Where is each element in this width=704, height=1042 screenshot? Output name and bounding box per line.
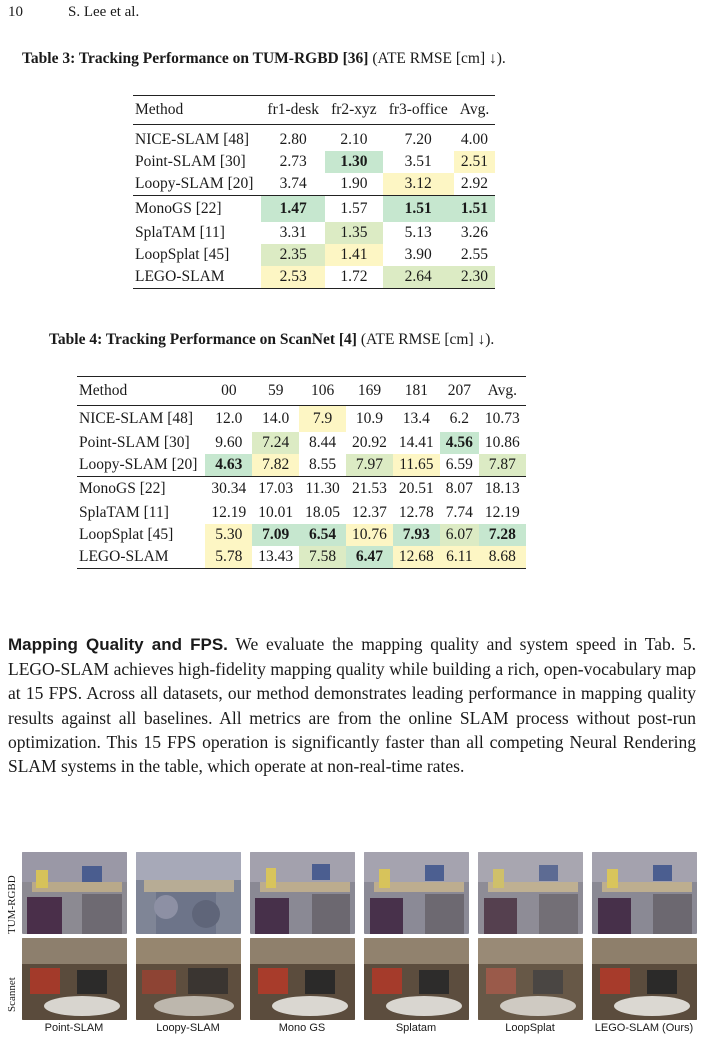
col-header: fr3-office — [388, 101, 448, 118]
value-cell: 7.74 — [445, 504, 473, 521]
table-row — [77, 406, 526, 432]
value-cell-third: 6.11 — [440, 546, 479, 569]
table3-caption — [22, 50, 506, 68]
paragraph-body: We evaluate the mapping quality and system speed in Tab. 5. LEGO-SLAM achieves high-fidelity mapping quality while building a rich, open-vocabulary map at 15 FPS. Across all datasets, our method demonstrates leading performance in mapping quality results against all baselines. All metrics are from the online SLAM process without post-run optimization. This 15 FPS operation is significantly faster than all competing Neural Rendering SLAM systems in the table, which operate at non-real-time rates. — [8, 634, 697, 777]
method-cell: Loopy-SLAM [20] — [79, 455, 198, 473]
qualitative-figure — [0, 850, 704, 1040]
table3 — [133, 95, 495, 289]
value-cell-third: 7.9 — [299, 406, 346, 432]
col-header: Avg. — [487, 382, 518, 399]
value-cell: 3.74 — [279, 175, 307, 192]
render-thumbnail — [136, 938, 241, 1020]
value-cell: 30.34 — [211, 480, 247, 498]
value-cell-third: 1.41 — [325, 244, 383, 266]
value-cell-second: 7.58 — [299, 546, 346, 569]
value-cell-third: 7.82 — [252, 454, 299, 477]
value-cell: 3.90 — [404, 245, 432, 263]
value-cell: 2.55 — [460, 245, 489, 263]
table3-caption-title: Table 3: Tracking Performance on TUM-RGBD [36] — [22, 50, 369, 67]
value-cell-best: 1.51 — [454, 196, 495, 222]
method-cell: LEGO-SLAM — [79, 548, 169, 565]
value-cell: 14.0 — [262, 409, 290, 427]
col-header: fr2-xyz — [331, 101, 377, 118]
value-cell: 6.59 — [445, 455, 473, 473]
col-header: fr1-desk — [267, 101, 320, 118]
value-cell-third: 5.78 — [205, 546, 252, 569]
value-cell: 12.19 — [211, 504, 247, 521]
col-header: Method — [135, 101, 184, 118]
table-row — [77, 476, 526, 502]
table-row — [133, 244, 495, 266]
col-header: 207 — [447, 382, 471, 399]
value-cell-second: 1.35 — [325, 222, 383, 244]
row-label-tum: TUM-RGBD — [6, 875, 18, 934]
table-row — [133, 266, 495, 289]
render-thumbnail — [592, 852, 697, 934]
method-cell: SplaTAM [11] — [79, 504, 169, 521]
value-cell: 20.51 — [398, 480, 434, 498]
value-cell-best: 4.56 — [440, 432, 479, 454]
col-header: Avg. — [459, 101, 490, 118]
value-cell: 10.86 — [484, 433, 520, 451]
column-label: Loopy-SLAM — [156, 1022, 220, 1034]
method-cell: MonoGS [22] — [135, 199, 222, 217]
col-header: 106 — [310, 382, 335, 399]
page-number: 10 — [8, 4, 23, 20]
render-thumbnail — [364, 938, 469, 1020]
value-cell-best: 7.09 — [252, 524, 299, 546]
value-cell-third: 2.53 — [261, 266, 325, 289]
value-cell-third: 5.30 — [205, 524, 252, 546]
value-cell: 10.73 — [484, 409, 520, 427]
value-cell-second: 2.35 — [261, 244, 325, 266]
value-cell: 3.31 — [279, 223, 307, 241]
value-cell: 8.55 — [309, 455, 337, 473]
value-cell-third: 12.68 — [393, 546, 440, 569]
value-cell: 10.9 — [355, 409, 384, 427]
method-cell: MonoGS [22] — [79, 480, 166, 498]
method-cell: Loopy-SLAM [20] — [135, 175, 254, 192]
value-cell: 20.92 — [352, 433, 387, 451]
value-cell-third: 10.76 — [346, 524, 393, 546]
table-row — [77, 454, 526, 477]
table-row — [133, 222, 495, 244]
value-cell: 2.92 — [460, 175, 489, 192]
value-cell: 8.44 — [309, 433, 337, 451]
value-cell: 12.37 — [352, 504, 387, 521]
table3-caption-metric: (ATE RMSE [cm] ↓). — [368, 50, 506, 67]
paragraph-heading: Mapping Quality and FPS. — [8, 635, 228, 654]
table-row — [77, 546, 526, 569]
value-cell: 2.73 — [279, 153, 307, 170]
value-cell-third: 2.51 — [454, 151, 495, 173]
table4-caption-metric: (ATE RMSE [cm] ↓). — [356, 331, 495, 348]
render-thumbnail — [136, 852, 241, 934]
col-header: 181 — [404, 382, 428, 399]
value-cell: 12.78 — [398, 504, 434, 521]
value-cell: 1.90 — [340, 175, 368, 192]
value-cell-third: 11.65 — [393, 454, 440, 477]
render-thumbnail — [592, 938, 697, 1020]
method-cell: SplaTAM [11] — [135, 223, 225, 241]
method-cell: LoopSplat [45] — [135, 245, 230, 263]
render-thumbnail — [478, 852, 583, 934]
table-row — [133, 125, 495, 152]
col-header: 169 — [357, 382, 382, 399]
value-cell: 10.01 — [258, 504, 294, 521]
table-row — [133, 151, 495, 173]
column-label: Splatam — [395, 1022, 437, 1034]
value-cell: 3.51 — [404, 153, 432, 170]
table-row — [133, 196, 495, 222]
table-row — [133, 173, 495, 196]
value-cell-best: 1.30 — [325, 151, 383, 173]
value-cell-third: 3.12 — [383, 173, 454, 196]
table-row — [77, 432, 526, 454]
column-label: LoopSplat — [505, 1022, 555, 1034]
value-cell-third: 8.68 — [479, 546, 526, 569]
value-cell-second: 2.64 — [383, 266, 454, 289]
row-label-scannet: Scannet — [6, 977, 18, 1012]
value-cell: 14.41 — [398, 433, 434, 451]
table4-caption — [49, 331, 494, 349]
value-cell: 17.03 — [258, 480, 294, 498]
value-cell-second: 7.97 — [346, 454, 393, 477]
value-cell-second: 7.24 — [252, 432, 299, 454]
col-header: 59 — [267, 382, 284, 399]
value-cell: 21.53 — [352, 480, 387, 498]
value-cell: 11.30 — [305, 480, 340, 498]
running-authors: S. Lee et al. — [68, 4, 140, 20]
render-thumbnail — [250, 938, 355, 1020]
value-cell: 7.20 — [404, 131, 432, 148]
page-header — [8, 4, 139, 21]
value-cell-best: 6.54 — [299, 524, 346, 546]
value-cell-best: 7.93 — [393, 524, 440, 546]
value-cell: 12.0 — [215, 409, 243, 427]
value-cell: 1.57 — [340, 199, 368, 217]
value-cell: 9.60 — [215, 433, 243, 451]
column-label: LEGO-SLAM (Ours) — [594, 1022, 694, 1034]
col-header: 00 — [221, 382, 237, 399]
value-cell-best: 7.28 — [479, 524, 526, 546]
value-cell: 13.4 — [402, 409, 430, 427]
table-row — [77, 502, 526, 524]
value-cell: 2.80 — [279, 131, 307, 148]
value-cell: 18.05 — [305, 504, 341, 521]
col-header: Method — [79, 382, 128, 399]
method-cell: NICE-SLAM [48] — [79, 409, 194, 427]
value-cell-best: 1.47 — [261, 196, 325, 222]
table4 — [77, 376, 526, 569]
table-header-row — [77, 377, 526, 406]
table-row — [77, 524, 526, 546]
value-cell: 6.2 — [449, 409, 470, 427]
column-label: Point-SLAM — [44, 1022, 104, 1034]
render-thumbnail — [478, 938, 583, 1020]
method-cell: LoopSplat [45] — [79, 526, 174, 543]
value-cell-best: 4.63 — [205, 454, 252, 477]
method-cell: Point-SLAM [30] — [79, 433, 190, 451]
value-cell: 18.13 — [484, 480, 520, 498]
table-header-row — [133, 96, 495, 125]
mapping-quality-paragraph — [8, 632, 696, 778]
value-cell: 3.26 — [460, 223, 489, 241]
value-cell: 1.72 — [340, 267, 368, 285]
value-cell-second: 2.30 — [454, 266, 495, 289]
value-cell: 8.07 — [445, 480, 473, 498]
value-cell: 5.13 — [404, 223, 432, 241]
column-label: Mono GS — [278, 1022, 326, 1034]
method-cell: NICE-SLAM [48] — [135, 131, 250, 148]
value-cell: 2.10 — [340, 131, 368, 148]
value-cell: 12.19 — [484, 504, 520, 521]
render-thumbnail — [364, 852, 469, 934]
method-cell: LEGO-SLAM — [135, 267, 225, 285]
value-cell-second: 7.87 — [479, 454, 526, 477]
method-cell: Point-SLAM [30] — [135, 153, 246, 170]
value-cell-best: 6.47 — [346, 546, 393, 569]
value-cell-second: 6.07 — [440, 524, 479, 546]
value-cell: 13.43 — [258, 548, 294, 565]
table4-caption-title: Table 4: Tracking Performance on ScanNet [4] — [49, 331, 357, 348]
render-thumbnail — [22, 852, 127, 934]
render-thumbnail — [22, 938, 127, 1020]
render-thumbnail — [250, 852, 355, 934]
value-cell-best: 1.51 — [383, 196, 454, 222]
value-cell: 4.00 — [460, 131, 489, 148]
